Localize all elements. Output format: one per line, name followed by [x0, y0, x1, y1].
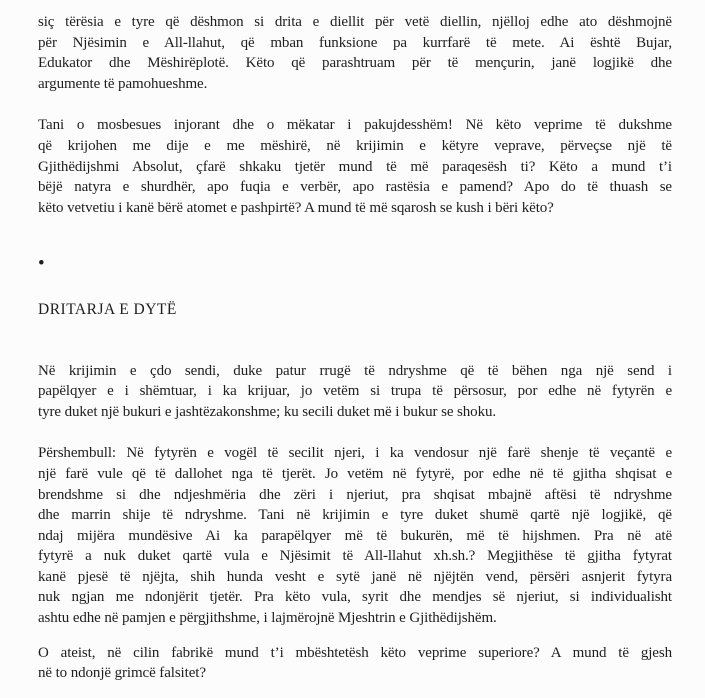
text-line: ndaj mijëra mundësive Ai ka parapëlqyer më të bukurën, më të hijshmen. Pra në atë: [38, 527, 672, 544]
text-line: këto vetvetiu i kanë bërë atomet e pashpirtë? A mund të më sqarosh se kush i bëri këto?: [38, 199, 554, 216]
text-line: kanë pjesë të njëjta, shih hunda vesht e sytë janë në njëjtën vend, përsëri asnjerit fytyra: [38, 568, 672, 585]
text-line: tyre duket një bukuri e jashtëzakonshme; ku secili duket më i bukur se shoku.: [38, 403, 497, 420]
text-line: bëjë natyra e shurdhër, apo fuqia e verbër, apo rastësia e pamend? Apo do të thuash se: [38, 179, 672, 196]
paragraph-5: [38, 643, 672, 684]
text-line: në to ndonjë grimcë falsitet?: [38, 665, 206, 682]
text-line: për Njësimin e All-llahut, që mban funksione pa kurrfarë të mete. Ai është Bujar,: [38, 34, 672, 51]
text-line: ashtu edhe në pamjen e përgjithshme, i lajmërojnë Mjeshtrin e Gjithëdijshëm.: [38, 610, 497, 627]
paragraph-3: [38, 361, 672, 423]
text-line: papëlqyer e i shëmtuar, i ka krijuar, jo vetëm si trupa të përsosur, por edhe në fytyrën e: [38, 383, 672, 400]
text-line: nuk ngjan me ndonjërit tjetër. Pra këto vula, syrit dhe mendjes së njeriut, si individualisht: [38, 589, 672, 606]
paragraph-4: [38, 443, 672, 628]
text-line: O ateist, në cilin fabrikë mund t’i mbështetësh këto veprime superiore? A mund të gjesh: [38, 644, 672, 661]
section-heading: DRITARJA E DYTË: [38, 300, 177, 318]
text-line: Edukator dhe Mëshirëplotë. Këto që parashtruam për të mençurin, janë logjikë dhe: [38, 55, 672, 72]
text-line: Përshembull: Në fytyrën e vogël të secilit njeri, i ka vendosur një farë shenje të veçantë e: [38, 445, 672, 462]
paragraph-1: [38, 12, 672, 94]
text-line: Në krijimin e çdo sendi, duke patur rrugë të ndryshme që të bëhen nga një send i: [38, 362, 672, 379]
bullet-marker: •: [38, 253, 45, 275]
text-line: një farë vule që të dallohet nga të tjerët. Jo vetëm në fytyrë, por edhe në të gjitha shqisat e: [38, 465, 672, 482]
text-line: argumente të pamohueshme.: [38, 75, 208, 92]
text-line: Tani o mosbesues injorant dhe o mëkatar i pakujdesshëm! Në këto veprime të dukshme: [38, 117, 672, 134]
text-line: fytyrë a nuk duket qartë vula e Njësimit të All-llahut xh.sh.? Megjithëse të gjitha fytyrat: [38, 548, 672, 565]
text-line: që krijohen me dije e me mëshirë, në krijimin e këtyre veprave, përveçse një të: [38, 137, 672, 154]
text-line: dhe marrin shije të ndryshme. Tani në krijimin e tyre duket shumë qartë një logjikë, që: [38, 507, 672, 524]
text-line: brendshme si dhe ndjeshmëria dhe zëri i njeriut, pra shqisat mbajnë aftësi të ndryshme: [38, 486, 672, 503]
paragraph-2: [38, 115, 672, 218]
text-line: Gjithëdijshmi Absolut, çfarë shkaku tjetër mund të më paraqesësh ti? Këto a mund t’i: [38, 158, 672, 175]
text-line: siç tërësia e tyre që dëshmon si drita e diellit për vetë diellin, njëlloj edhe ato dëshmojnë: [38, 14, 672, 30]
